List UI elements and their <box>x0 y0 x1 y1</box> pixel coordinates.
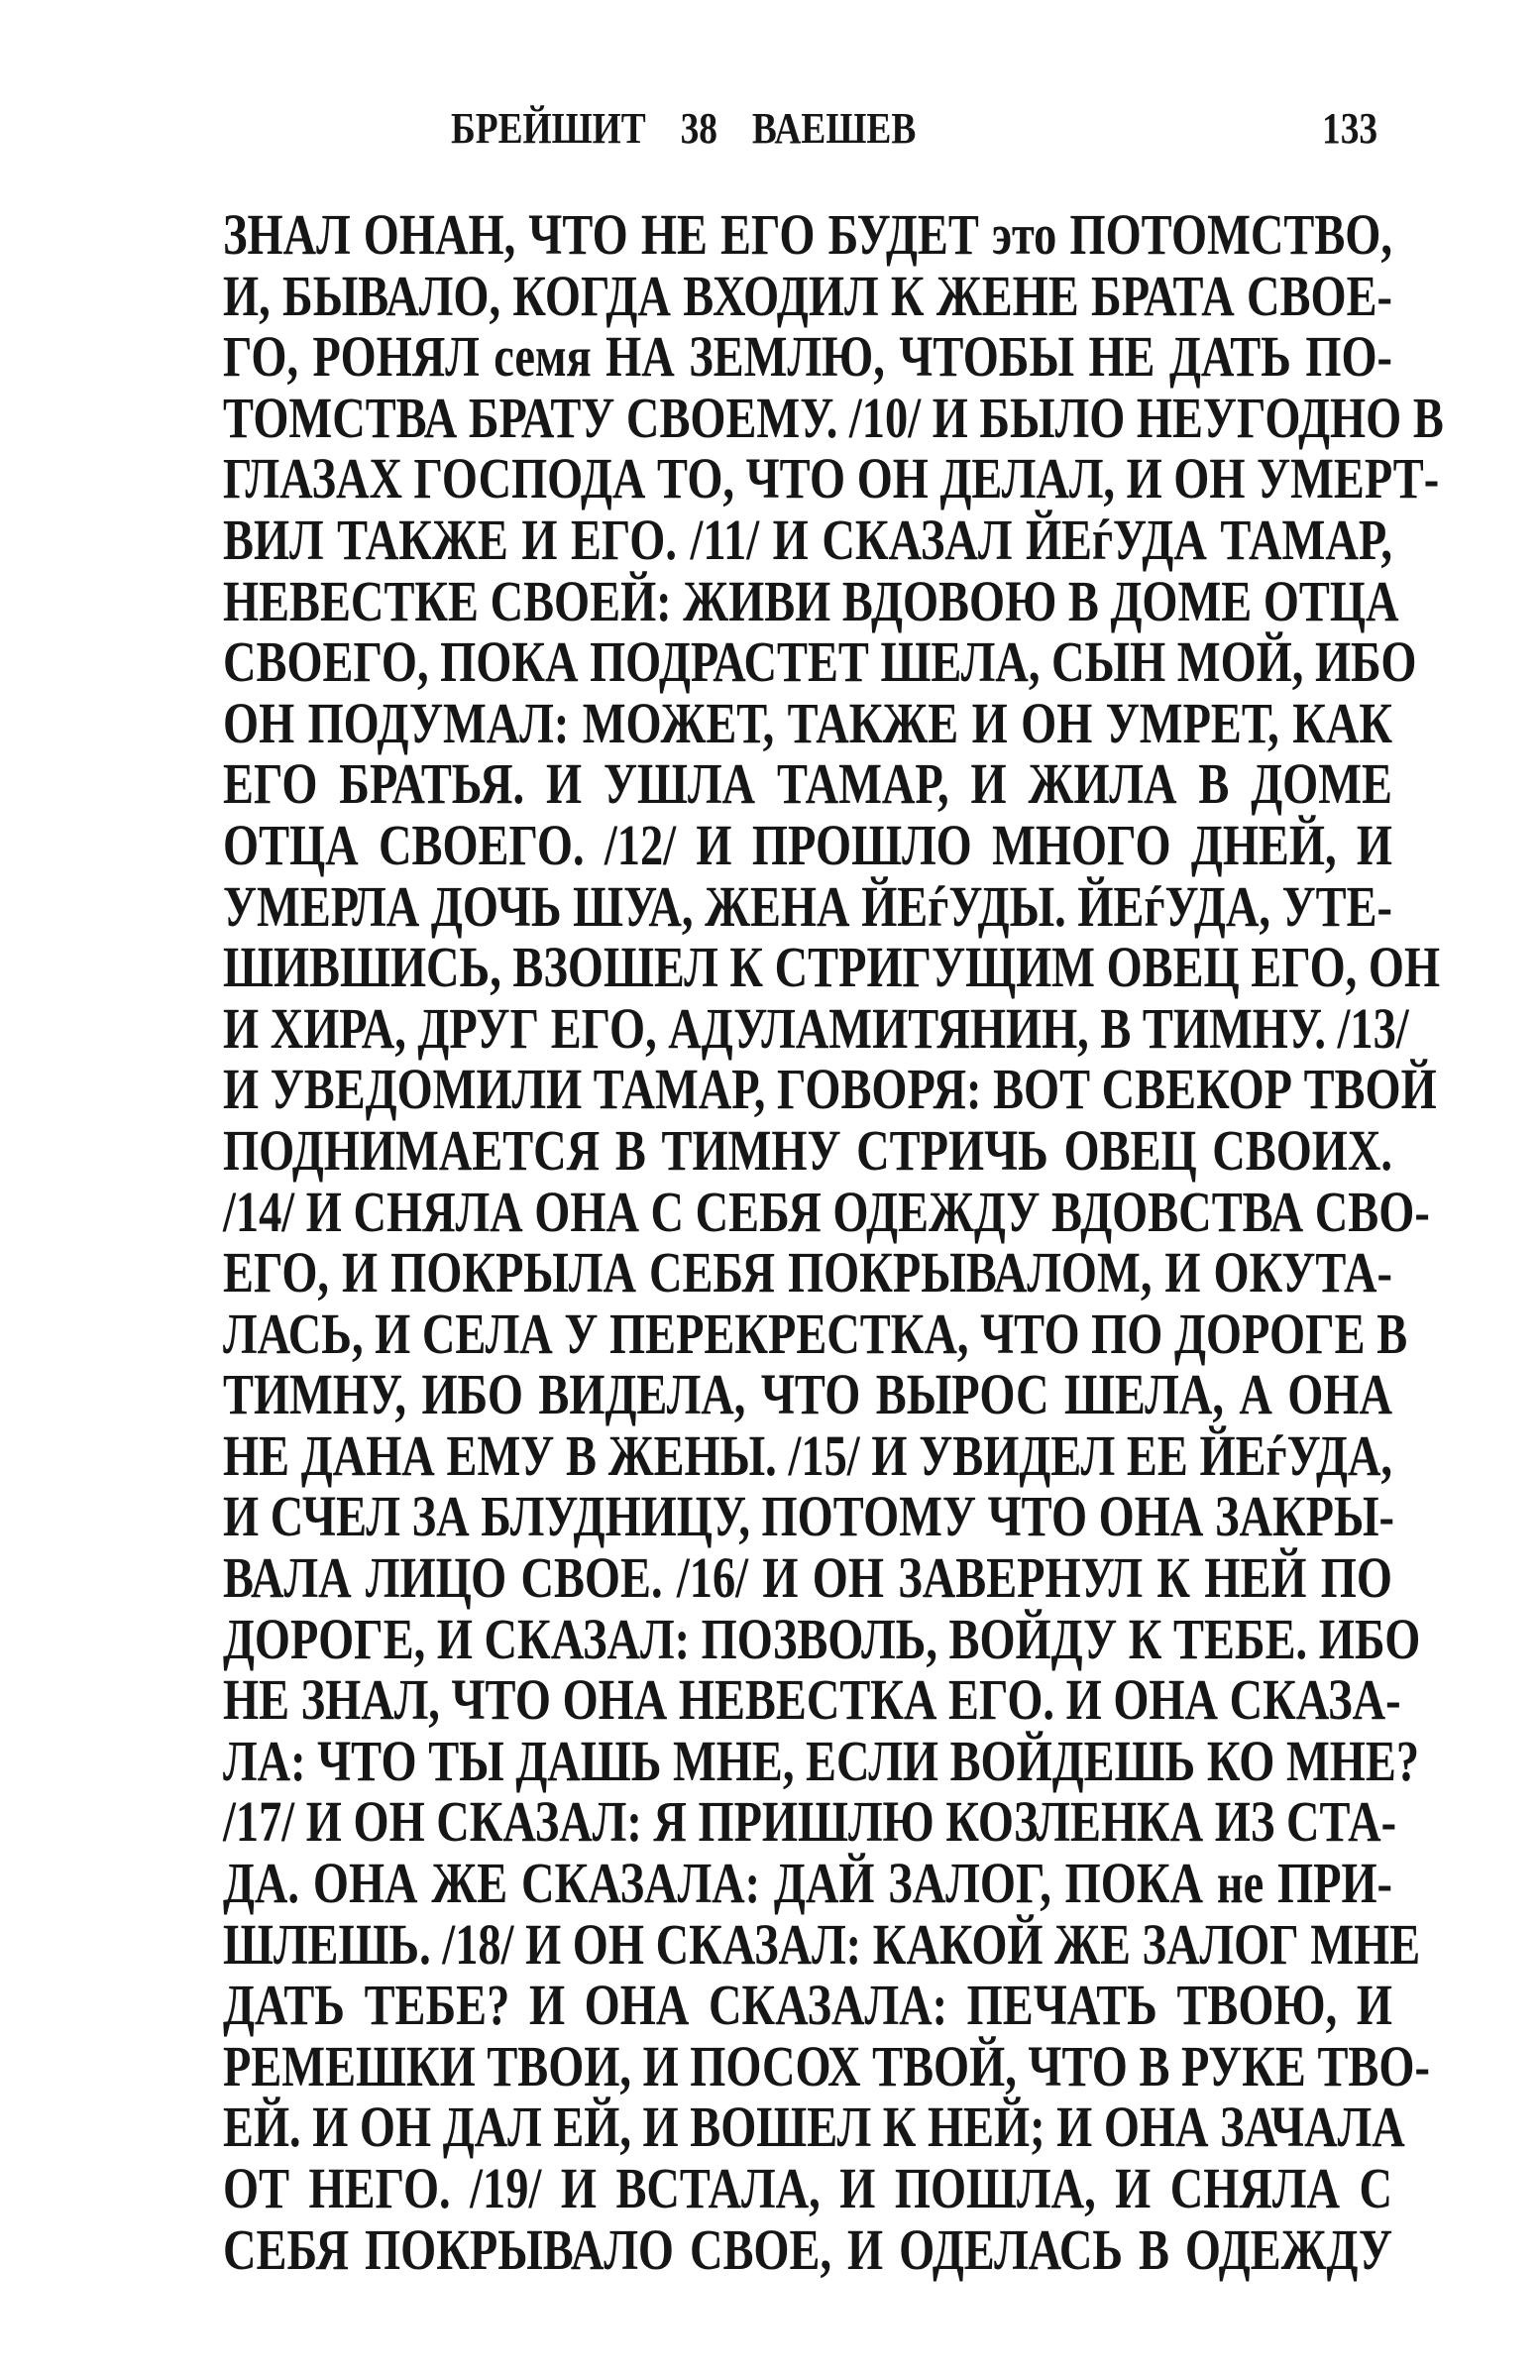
text-line: И СЧЕЛ ЗА БЛУДНИЦУ, ПОТОМУ ЧТО ОНА ЗАКРЫ- <box>223 1484 1394 1549</box>
text-line: НЕ ЗНАЛ, ЧТО ОНА НЕВЕСТКА ЕГО. И ОНА СКАЗА- <box>223 1667 1401 1733</box>
body-text <box>223 204 1540 2280</box>
text-line: ЕГО БРАТЬЯ. И УШЛА ТАМАР, И ЖИЛА В ДОМЕ <box>223 751 1392 817</box>
text-line: ШИВШИСЬ, ВЗОШЕЛ К СТРИГУЩИМ ОВЕЦ ЕГО, ОН <box>223 935 1441 1000</box>
running-title: БРЕЙШИТ 38 ВАЕШЕВ <box>451 104 917 153</box>
text-line: СВОЕГО, ПОКА ПОДРАСТЕТ ШЕЛА, СЫН МОЙ, ИБО <box>223 629 1417 695</box>
text-line: И УВЕДОМИЛИ ТАМАР, ГОВОРЯ: ВОТ СВЕКОР ТВОЙ <box>223 1057 1437 1122</box>
text-line: ТИМНУ, ИБО ВИДЕЛА, ЧТО ВЫРОС ШЕЛА, А ОНА <box>223 1362 1392 1427</box>
text-line: ЕГО, И ПОКРЫЛА СЕБЯ ПОКРЫВАЛОМ, И ОКУТА- <box>223 1240 1392 1305</box>
text-line: ЗНАЛ ОНАН, ЧТО НЕ ЕГО БУДЕТ это ПОТОМСТВО, <box>223 202 1392 267</box>
text-line: РЕМЕШКИ ТВОИ, И ПОСОХ ТВОЙ, ЧТО В РУКЕ ТВО- <box>223 2033 1430 2098</box>
text-line: ОН ПОДУМАЛ: МОЖЕТ, ТАКЖЕ И ОН УМРЕТ, КАК <box>223 690 1392 755</box>
text-line: И, БЫВАЛО, КОГДА ВХОДИЛ К ЖЕНЕ БРАТА СВОЕ- <box>223 263 1392 328</box>
text-line: ОТЦА СВОЕГО. /12/ И ПРОШЛО МНОГО ДНЕЙ, И <box>223 812 1392 877</box>
text-line: ПОДНИМАЕТСЯ В ТИМНУ СТРИЧЬ ОВЕЦ СВОИХ. <box>223 1117 1392 1183</box>
text-line: /14/ И СНЯЛА ОНА С СЕБЯ ОДЕЖДУ ВДОВСТВА СВО- <box>223 1179 1430 1244</box>
text-line: ДОРОГЕ, И СКАЗАЛ: ПОЗВОЛЬ, ВОЙДУ К ТЕБЕ. ИБО <box>223 1606 1421 1671</box>
text-line: ШЛЕШЬ. /18/ И ОН СКАЗАЛ: КАКОЙ ЖЕ ЗАЛОГ МНЕ <box>223 1911 1421 1977</box>
text-line: /17/ И ОН СКАЗАЛ: Я ПРИШЛЮ КОЗЛЕНКА ИЗ СТА- <box>223 1789 1397 1855</box>
text-line: СЕБЯ ПОКРЫВАЛО СВОЕ, И ОДЕЛАСЬ В ОДЕЖДУ <box>223 2216 1392 2282</box>
text-line: НЕВЕСТКЕ СВОЕЙ: ЖИВИ ВДОВОЮ В ДОМЕ ОТЦА <box>223 568 1399 633</box>
text-line: ЛА: ЧТО ТЫ ДАШЬ МНЕ, ЕСЛИ ВОЙДЕШЬ КО МНЕ? <box>223 1728 1420 1793</box>
text-line: НЕ ДАНА ЕМУ В ЖЕНЫ. /15/ И УВИДЕЛ ЕЕ ЙЕѓУДА, <box>223 1422 1392 1488</box>
text-line: ВАЛА ЛИЦО СВОЕ. /16/ И ОН ЗАВЕРНУЛ К НЕЙ ПО <box>223 1545 1392 1611</box>
text-line: ДАТЬ ТЕБЕ? И ОНА СКАЗАЛА: ПЕЧАТЬ ТВОЮ, И <box>223 1973 1392 2038</box>
text-line: ГЛАЗАХ ГОСПОДА ТО, ЧТО ОН ДЕЛАЛ, И ОН УМЕРТ- <box>223 446 1440 511</box>
text-line: ЛАСЬ, И СЕЛА У ПЕРЕКРЕСТКА, ЧТО ПО ДОРОГЕ В <box>223 1301 1408 1366</box>
text-line: ОТ НЕГО. /19/ И ВСТАЛА, И ПОШЛА, И СНЯЛА С <box>223 2156 1392 2220</box>
text-line: ГО, РОНЯЛ семя НА ЗЕМЛЮ, ЧТОБЫ НЕ ДАТЬ ПО- <box>223 324 1392 390</box>
page-number: 133 <box>1322 104 1378 153</box>
text-line: И ХИРА, ДРУГ ЕГО, АДУЛАМИТЯНИН, В ТИМНУ. /13/ <box>223 995 1409 1061</box>
text-line: ЕЙ. И ОН ДАЛ ЕЙ, И ВОШЕЛ К НЕЙ; И ОНА ЗАЧАЛА <box>223 2095 1405 2160</box>
text-line: ДА. ОНА ЖЕ СКАЗАЛА: ДАЙ ЗАЛОГ, ПОКА не ПРИ- <box>223 1851 1392 1916</box>
text-line: ТОМСТВА БРАТУ СВОЕМУ. /10/ И БЫЛО НЕУГОДНО В <box>223 385 1444 450</box>
text-line: ВИЛ ТАКЖЕ И ЕГО. /11/ И СКАЗАЛ ЙЕѓУДА ТАМАР, <box>223 507 1392 572</box>
text-line: УМЕРЛА ДОЧЬ ШУА, ЖЕНА ЙЕѓУДЫ. ЙЕѓУДА, УТЕ- <box>223 873 1392 939</box>
